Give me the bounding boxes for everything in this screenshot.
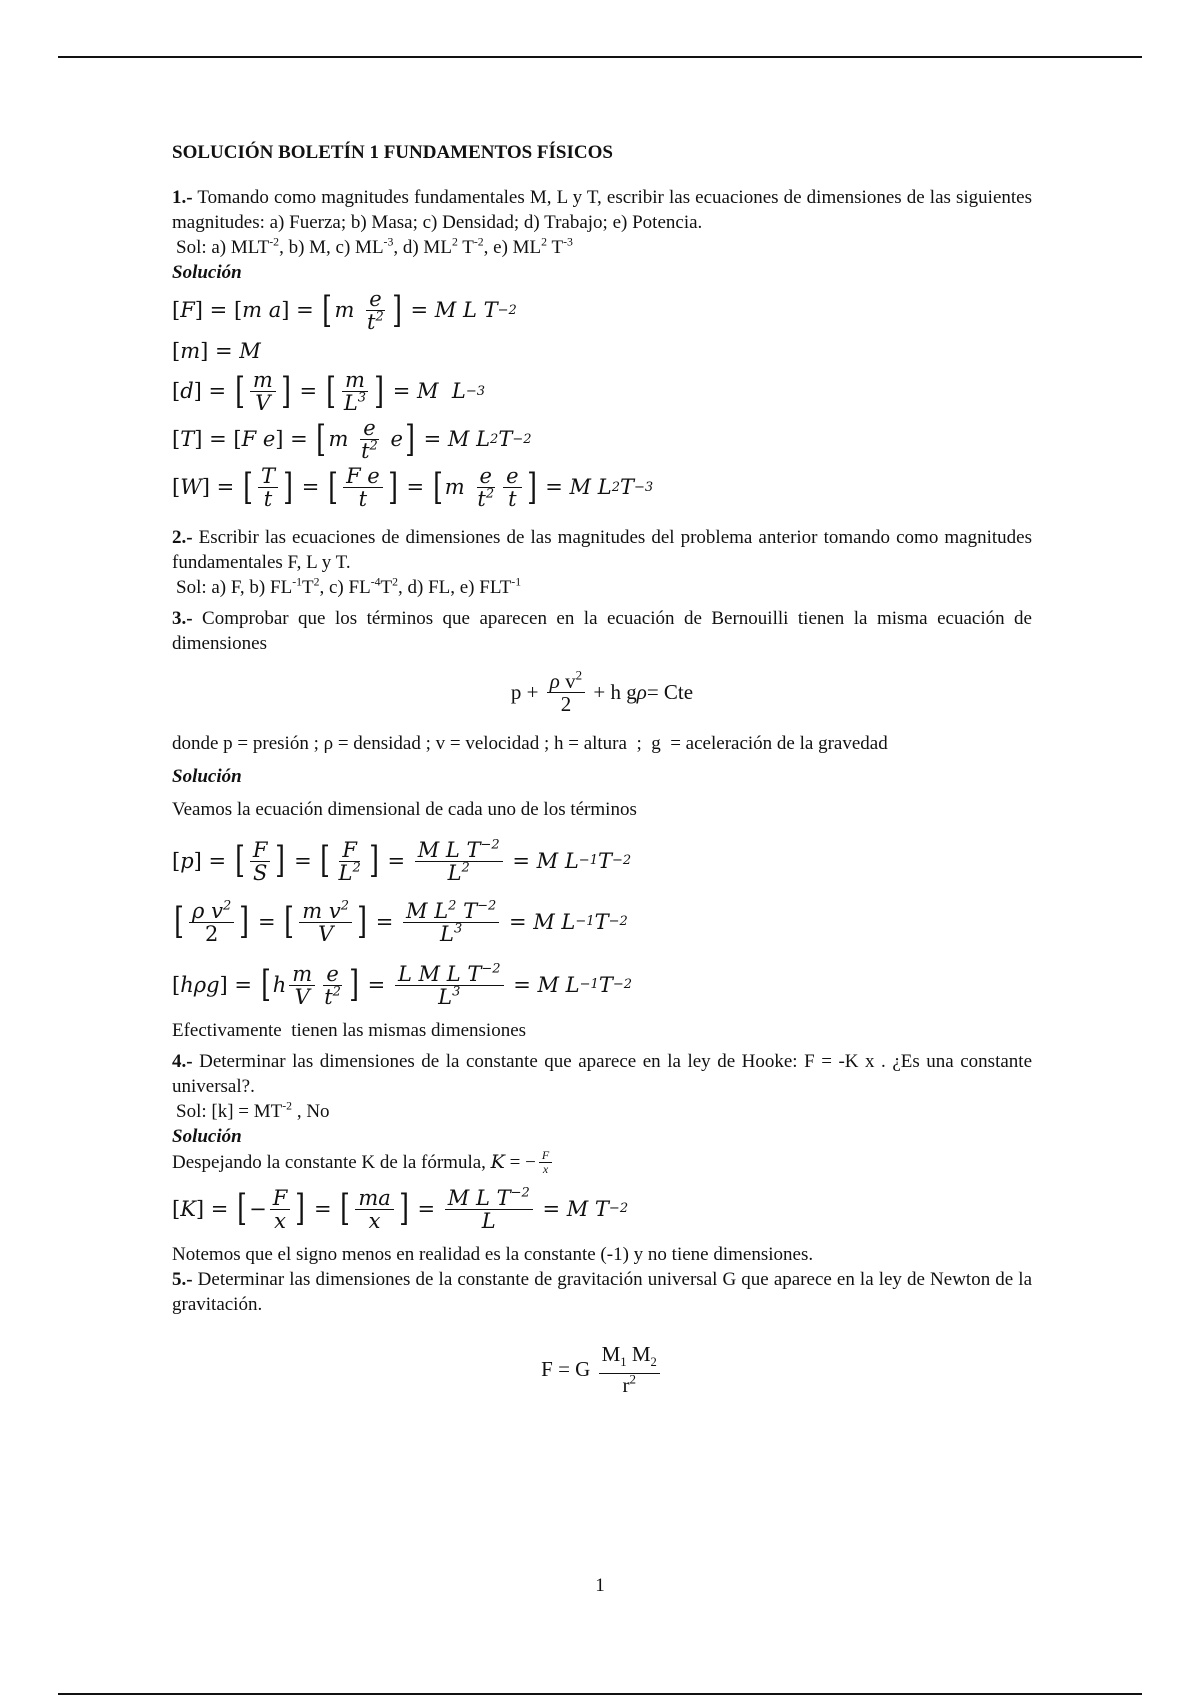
problem-4-isolate: Despejando la constante K de la fórmula, K = − $\frac{F}{x}$ [172,1149,1032,1176]
problem-5-statement [172,1267,1032,1317]
document-title: SOLUCIÓN BOLETÍN 1 FUNDAMENTOS FÍSICOS [172,142,613,163]
problem-4-text: Determinar las dimensiones de la constante que aparece en la ley de Hooke: F = -K x . ¿Es una constante universal?. [172,1051,1032,1097]
problem-3-conclusion: Efectivamente tienen las mismas dimensiones [172,1020,527,1041]
problem-3-intro: Veamos la ecuación dimensional de cada uno de los términos [172,799,637,820]
problem-4-answer: Sol: $[k] = MT^{-2}$ , No [176,1099,330,1122]
equation-mass: [ m ] = M [172,338,261,363]
page-number: 1 [595,1575,605,1596]
problem-2-text: Escribir las ecuaciones de dimensiones de las magnitudes del problema anterior tomando como magnitudes fundamentales F, L y T. [172,527,1033,573]
problem-1-answer: Sol: a) $MLT^{-2}$, b) M, c) $ML^{-3}$, d) $ML^2$ $T^{-2}$, e) $ML^2$ $T^{-3}$ [176,235,573,258]
problem-4-isolate-text: Despejando la constante K de la fórmula, [172,1152,486,1173]
document-page [172,140,1032,1396]
header-rule [58,56,1142,58]
problem-4-note: Notemos que el signo menos en realidad es la constante (-1) y no tiene dimensiones. [172,1244,814,1265]
problem-5-number: 5.- [172,1269,193,1290]
equation-force: [ F ] = [ m a ] = [ m $\frac{e}{t^2}$ ] = M L T −2 [172,287,517,334]
equation-power: [ W ] = [ $\frac{T}{t}$ ] = [ $\frac{\text{F e}}{t}$ ] = [ m $\frac{e}{t^2}$ $\frac{e}{t}$ ] = M L 2 T −3 [172,464,654,511]
problem-4-statement [172,1049,1032,1099]
problem-1-text: Tomando como magnitudes fundamentales M, L y T, escribir las ecuaciones de dimensiones de las siguientes magnitudes: a) Fuerza; b) Masa; c) Densidad; d) Trabajo; e) Potencia. [172,187,1032,233]
equation-density: [ d ] = [ $\frac{m}{V}$ ] = [ $\frac{m}{L^3}$ ] = M L −3 [172,368,486,415]
problem-4-solution-label: Solución [172,1126,242,1147]
problem-3-definitions: donde p = presión ; ρ = densidad ; v = velocidad ; h = altura ; g = aceleración de la gravedad [172,733,888,754]
problem-3-number: 3.- [172,608,193,629]
equation-work: [ T ] = [ F e ] = [ m $\frac{e}{t^2}$ e ] = M L 2 T −2 [172,416,532,463]
equation-hooke-constant: [ K ] = [ − $\frac{F}{x}$ ] = [ $\frac{ma}{x}$ ] = $\frac{M L T^{-2}}{L}$ = M T −2 [172,1185,629,1233]
equation-potential-term: [ h ρ g ] = [ h $\frac{m}{V}$ $\frac{e}{t^2}$ ] = $\frac{L M L T^{-2}}{L^3}$ = M L −1 T −2 [172,961,633,1009]
problem-1-statement [172,185,1032,235]
gravitation-equation: F = G $\frac{M_1 M_2}{r^2}$ [172,1343,1032,1396]
bernoulli-equation: p + $\frac{\rho v^2}{2}$ + h g ρ = Cte [510,667,694,716]
problem-1-number: 1.- [172,187,193,208]
problem-2-number: 2.- [172,527,193,548]
problem-2-statement [172,525,1032,575]
problem-3-solution-label: Solución [172,766,242,787]
problem-4-number: 4.- [172,1051,193,1072]
equation-kinetic-term: [ $\frac{\rho v^2}{2}$ ] = [ $\frac{m v^2}{V}$ ] = $\frac{M L^2 T^{-2}}{L^3}$ = M L −1 T −2 [174,898,628,946]
problem-3-text: Comprobar que los términos que aparecen en la ecuación de Bernouilli tienen la misma ecuación de dimensiones [172,608,1032,654]
problem-5-text: Determinar las dimensiones de la constante de gravitación universal G que aparece en la ley de Newton de la gravitación. [172,1269,1033,1315]
problem-3-statement [172,606,1032,656]
equation-pressure: [ p ] = [ $\frac{F}{S}$ ] = [ $\frac{F}{L^2}$ ] = $\frac{M L T^{-2}}{L^2}$ = M L −1 T −2 [172,837,632,885]
problem-1-solution-label: Solución [172,262,242,283]
problem-2-answer: Sol: a) F, b) $FL^{-1}T^2$, c) $FL^{-4}T^2$, d) FL, e) $FLT^{-1}$ [176,575,522,598]
footer-rule [58,1693,1142,1695]
